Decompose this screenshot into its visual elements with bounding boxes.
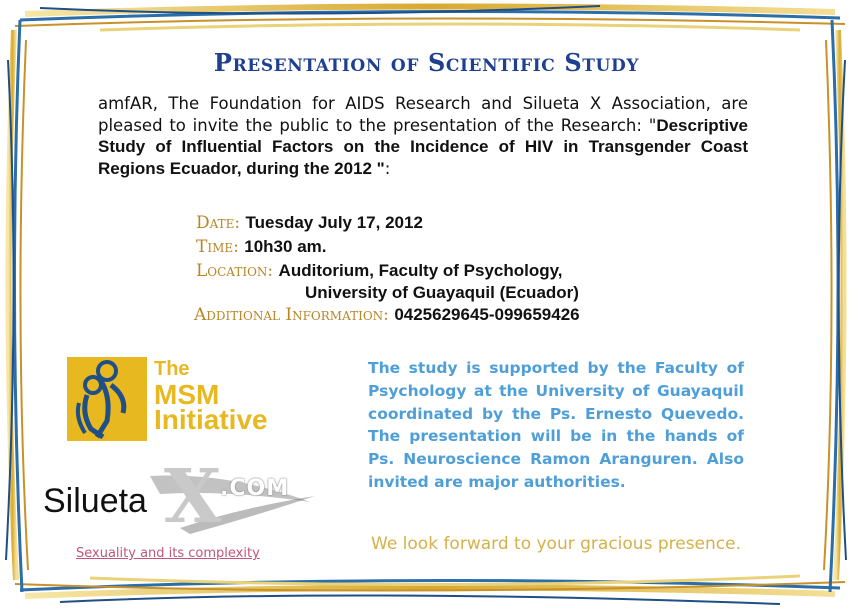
silueta-logo-word: Silueta	[43, 482, 147, 520]
location-line1: Auditorium, Faculty of Psychology,	[278, 261, 563, 280]
location-row-2	[196, 283, 816, 303]
intro-end: :	[384, 158, 391, 178]
time-value: 10h30 am.	[244, 237, 327, 256]
msm-figure-icon	[67, 357, 147, 441]
msm-logo-line1: The	[154, 358, 190, 380]
msm-logo-text	[154, 357, 268, 435]
silueta-x-logo	[40, 454, 320, 540]
event-details	[196, 211, 816, 327]
date-row	[196, 211, 816, 235]
support-paragraph: The study is supported by the Faculty of Psychology at the University of Guayaquil coordinated by the Ps. Ernesto Quevedo. The presentation will be in the hands of Ps. Neuroscience Ramon Aranguren. Also invited are major authorities.	[368, 359, 744, 491]
silueta-logo-com: .COM	[220, 476, 290, 501]
closing-line: We look forward to your gracious presence.	[371, 534, 741, 554]
msm-initiative-logo	[67, 357, 268, 445]
location-line2: University of Guayaquil (Ecuador)	[305, 283, 579, 302]
info-value: 0425629645-099659426	[394, 305, 580, 324]
date-label: Date:	[196, 213, 241, 233]
tagline-link[interactable]: Sexuality and its complexity	[76, 546, 260, 561]
info-label: Additional Information:	[194, 305, 389, 325]
msm-logo-line2: MSM	[154, 379, 220, 410]
location-row	[196, 259, 816, 283]
info-row	[194, 303, 816, 327]
time-label: Time:	[196, 237, 239, 257]
location-label: Location:	[196, 261, 274, 281]
date-value: Tuesday July 17, 2012	[245, 213, 423, 232]
page-title: Presentation of Scientific Study	[213, 48, 640, 77]
intro-text: amfAR, The Foundation for AIDS Research and Silueta X Association, are pleased to invite the public to the presentation of the Research: "	[98, 94, 748, 135]
msm-logo-line3: Initiative	[154, 404, 268, 435]
study-title: Descriptive Study of Influential Factors on the Incidence of HIV in Transgender Coast Regions Ecuador, during the 2012 "	[98, 115, 748, 178]
silueta-logo-x: X	[164, 454, 222, 540]
intro-paragraph	[98, 93, 748, 179]
time-row	[196, 235, 816, 259]
